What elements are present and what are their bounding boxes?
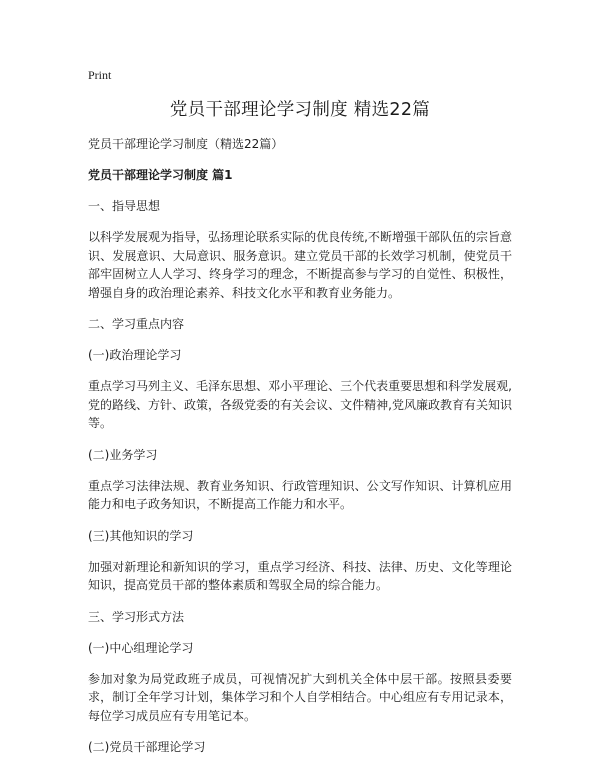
heading-key-content: 二、学习重点内容 <box>88 317 185 331</box>
section-title: 党员干部理论学习制度 篇1 <box>88 168 233 182</box>
paragraph-central-group: 参加对象为局党政班子成员，可视情况扩大到机关全体中层干部。按照县委要求，制订全年学习计划，集体学习和个人自学相结合。中心组应有专用记录本，每位学习成员应有专用笔记本。 <box>88 671 512 723</box>
paragraph-other-knowledge: 加强对新理论和新知识的学习，重点学习经济、科技、法律、历史、文化等理论知识，提高党员干部的整体素质和驾驭全局的综合能力。 <box>88 559 512 592</box>
document-subtitle: 党员干部理论学习制度（精选22篇） <box>88 137 284 151</box>
paragraph-business-study: 重点学习法律法规、教育业务知识、行政管理知识、公文写作知识、计算机应用能力和电子政务知识，不断提高工作能力和水平。 <box>88 478 512 511</box>
paragraph-guiding-ideology: 以科学发展观为指导，弘扬理论联系实际的优良传统,不断增强干部队伍的宗旨意识、发展意识、大局意识、服务意识。建立党员干部的长效学习机制，使党员干部牢固树立人人学习、终身学习的理念，不断提高参与学习的自觉性、积极性，增强自身的政治理论素养、科技文化水平和教育业务能力。 <box>88 230 512 300</box>
heading-business-study: (二)业务学习 <box>88 447 158 462</box>
print-label: Print <box>88 68 112 82</box>
heading-guiding-ideology: 一、指导思想 <box>88 199 161 213</box>
heading-other-knowledge: (三)其他知识的学习 <box>88 528 194 543</box>
paragraph-political-theory: 重点学习马列主义、毛泽东思想、邓小平理论、三个代表重要思想和科学发展观,党的路线、方针、政策，各级党委的有关会议、文件精神,党风廉政教育有关知识等。 <box>88 379 512 430</box>
heading-political-theory: (一)政治理论学习 <box>88 348 182 362</box>
document-title: 党员干部理论学习制度 精选22篇 <box>169 100 431 120</box>
heading-cadre-study: (二)党员干部理论学习 <box>88 740 206 754</box>
heading-study-methods: 三、学习形式方法 <box>88 609 185 624</box>
heading-central-group: (一)中心组理论学习 <box>88 640 194 655</box>
